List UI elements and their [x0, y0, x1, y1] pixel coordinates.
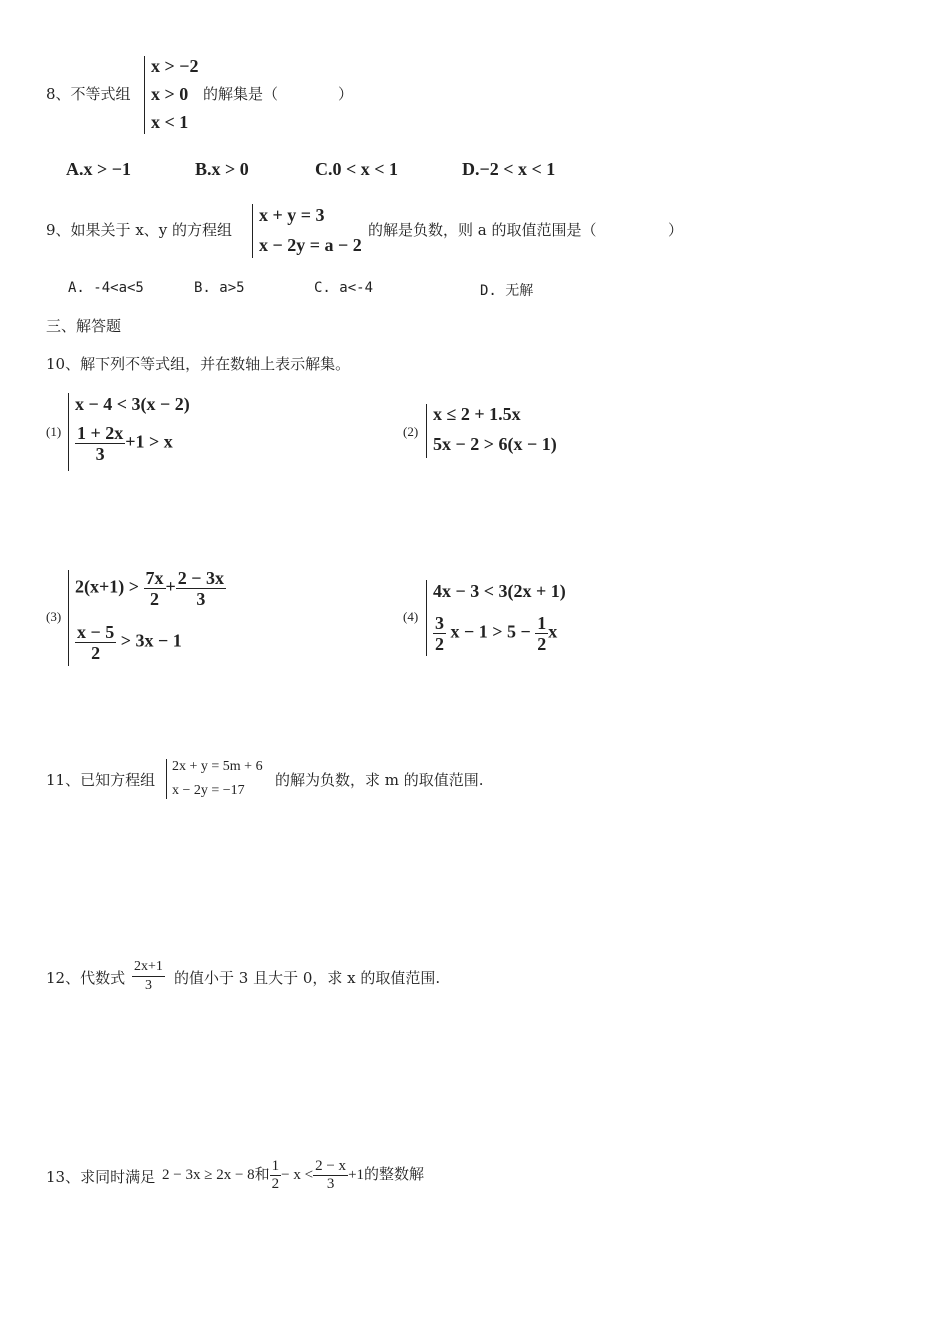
q10-p2-line-2: 5x − 2 > 6(x − 1) [433, 434, 557, 454]
q13-f2-num: 2 − x [315, 1158, 347, 1175]
q10-p4-mid: x − 1 > 5 − [450, 621, 531, 642]
q11-tail: 的解为负数，求 m 的取值范围. [275, 771, 484, 789]
q12-frac-num: 2x+1 [132, 958, 165, 977]
q10-p3-plus: + [165, 576, 176, 597]
q13-and: 和 [254, 1167, 270, 1183]
q10-p3-brace [68, 570, 69, 666]
q8-system-line-1: x > −2 [151, 56, 199, 76]
q10-p2-label: (2) [403, 424, 419, 439]
q10-text: 10、解下列不等式组，并在数轴上表示解集。 [46, 355, 351, 373]
q10-p2-line-1: x ≤ 2 + 1.5x [433, 404, 521, 424]
q12-fraction [132, 958, 165, 995]
q8-system-line-2: x > 0 [151, 84, 189, 104]
q8-close: ） [338, 85, 354, 103]
q10-p4-line-1: 4x − 3 < 3(2x + 1) [433, 581, 566, 601]
q12-tail: 的值小于 3 且大于 0，求 x 的取值范围. [174, 969, 441, 987]
q9-lead: 9、如果关于 x、y 的方程组 [46, 221, 233, 239]
q10-p3-f1-num: 7x [145, 568, 164, 588]
q9-close: ） [668, 221, 684, 239]
q13-tail: 的整数解 [364, 1167, 425, 1183]
q8-option-d: D.−2 < x < 1 [462, 159, 556, 179]
q10-p3-f1-den: 2 [150, 589, 160, 609]
q10-p3-line-1 [75, 568, 226, 609]
q10-p1-frac-den: 3 [95, 444, 105, 464]
q10-p1-line-2 [75, 423, 173, 464]
q11-lead: 11、已知方程组 [46, 771, 156, 789]
q13-f2-den: 3 [326, 1176, 335, 1193]
q9-option-c: C. a<-4 [314, 280, 374, 296]
q8-lead: 8、不等式组 [46, 85, 131, 103]
q10-p4-end: x [548, 621, 558, 642]
q10-p3-f2-num: 2 − 3x [177, 568, 225, 588]
q13-formula [162, 1157, 424, 1193]
q9-option-a: A. -4<a<5 [68, 280, 144, 296]
q10-p4-f2-den: 2 [537, 634, 547, 654]
q10-p1-frac-num: 1 + 2x [77, 423, 124, 443]
q8-system-line-3: x < 1 [151, 112, 189, 132]
q10-p4-label: (4) [403, 609, 419, 624]
q8-option-c: C.0 < x < 1 [315, 159, 399, 179]
q13-lead: 13、求同时满足 [46, 1168, 156, 1186]
q10-p2-brace [426, 404, 427, 458]
q10-p3-line-2-rest: > 3x − 1 [120, 630, 182, 651]
q10-p4-f2-num: 1 [537, 613, 547, 633]
q10-p1-label: (1) [46, 424, 62, 439]
q10-p3-line-2 [75, 622, 182, 663]
q8-option-a: A.x > −1 [66, 159, 132, 179]
q9-option-d: D. 无解 [480, 283, 534, 299]
q13-f1-den: 2 [271, 1176, 280, 1193]
q9-brace [252, 204, 253, 258]
q8-option-b: B.x > 0 [195, 159, 249, 179]
q9-tail: 的解是负数，则 a 的取值范围是（ [368, 221, 597, 239]
q10-p4-line-2 [433, 613, 557, 654]
q10-p4-f1-den: 2 [435, 634, 444, 654]
q8-brace [144, 56, 145, 134]
q10-p1-line-2-rest: +1 > x [125, 431, 173, 452]
q11-brace [166, 759, 167, 799]
q10-p3-label: (3) [46, 609, 62, 624]
q10-p3-f2-den: 3 [196, 589, 206, 609]
q12-frac-den: 3 [144, 978, 152, 993]
q9-system-line-1: x + y = 3 [259, 205, 325, 225]
q10-p4-f1-num: 3 [435, 613, 444, 633]
q11-system-line-2: x − 2y = −17 [172, 783, 245, 798]
q10-p3-line-1-a: 2(x+1) > [75, 576, 140, 597]
section-3-title: 三、解答题 [46, 317, 122, 335]
q11-system-line-1: 2x + y = 5m + 6 [172, 759, 263, 774]
q10-p3-frac-num: x − 5 [77, 622, 115, 642]
q9-option-b: B. a>5 [194, 280, 245, 296]
q13-f1-num: 1 [271, 1158, 280, 1175]
q8-tail: 的解集是（ [203, 85, 279, 103]
q10-p1-brace [68, 393, 69, 471]
q13-ineq-1: 2 − 3x ≥ 2x − 8 [162, 1167, 255, 1183]
q12-lead: 12、代数式 [46, 969, 126, 987]
q10-p1-line-1: x − 4 < 3(x − 2) [75, 394, 190, 414]
q10-p4-brace [426, 580, 427, 656]
q9-system-line-2: x − 2y = a − 2 [259, 235, 362, 255]
q13-plus-1: +1 [348, 1167, 365, 1183]
q10-p3-frac-den: 2 [91, 643, 101, 663]
q13-mid: − x < [281, 1167, 314, 1183]
